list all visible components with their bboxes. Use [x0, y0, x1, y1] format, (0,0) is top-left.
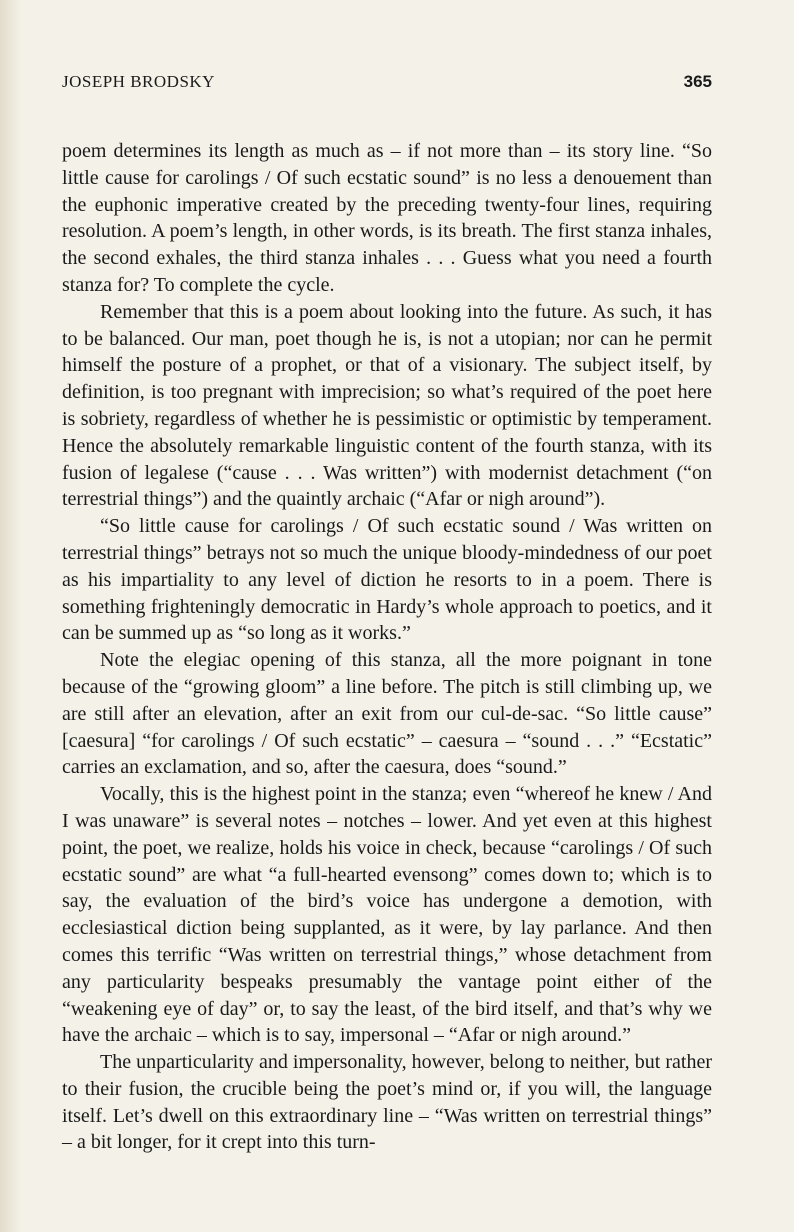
- page-number: 365: [683, 72, 712, 91]
- paragraph-3: “So little cause for carolings / Of such ecstatic sound / Was written on terrestrial things” betrays not so much the unique bloody-mindedness of our poet as his impartiality to any level of diction he resorts to in a poem. There is something frighteningly democratic in Hardy’s whole approach to poetics, and it can be summed up as “so long as it works.”: [62, 515, 712, 645]
- page-edge-shadow: [0, 0, 22, 1232]
- paragraph-2: Remember that this is a poem about looking into the future. As such, it has to be balanced. Our man, poet though he is, is not a utopian; nor can he permit himself the posture of a prophet, or that of a visionary. The subject itself, by definition, is too pregnant with imprecision; so what’s required of the poet here is sobriety, regardless of whether he is pessimistic or optimistic by temperament. Hence the absolutely remarkable linguistic content of the fourth stanza, with its fusion of legalese (“cause . . . Was written”) with modernist detachment (“on terrestrial things”) and the quaintly archaic (“Afar or nigh around”).: [62, 300, 712, 511]
- paragraph-1: poem determines its length as much as – if not more than – its story line. “So little cause for carolings / Of such ecstatic sound” is no less a denouement than the euphonic imperative created by the preceding twenty-four lines, requiring resolution. A poem’s length, in other words, is its breath. The first stanza inhales, the second exhales, the third stanza inhales . . . Guess what you need a fourth stanza for? To complete the cycle.: [62, 140, 712, 296]
- paragraph-5: Vocally, this is the highest point in the stanza; even “whereof he knew / And I was unaware” is several notes – notches – lower. And yet even at this highest point, the poet, we realize, holds his voice in check, because “carolings / Of such ecstatic sound” are what “a full-hearted evensong” comes down to; which is to say, the evaluation of the bird’s voice has undergone a demotion, with ecclesiastical diction being supplanted, as it were, by lay parlance. And then comes this terrific “Was written on terrestrial things,” whose detachment from any particularity bespeaks presumably the vantage point either of the “weakening eye of day” or, to say the least, of the bird itself, and that’s why we have the archaic – which is to say, impersonal – “Afar or nigh around.”: [62, 783, 712, 1047]
- body-text: [62, 138, 712, 1156]
- paragraph-6: The unparticularity and impersonality, however, belong to neither, but rather to their fusion, the crucible being the poet’s mind or, if you will, the language itself. Let’s dwell on this extraordinary line – “Was written on terrestrial things” – a bit longer, for it crept into this turn-: [62, 1051, 712, 1154]
- paragraph-4: Note the elegiac opening of this stanza, all the more poignant in tone because of the “growing gloom” a line before. The pitch is still climbing up, we are still after an elevation, after an exit from our cul-de-sac. “So little cause” [caesura] “for carolings / Of such ecstatic” – caesura – “sound . . .” “Ecstatic” carries an exclamation, and so, after the caesura, does “sound.”: [62, 649, 712, 779]
- author-name: JOSEPH BRODSKY: [62, 72, 215, 91]
- running-head: [62, 72, 712, 96]
